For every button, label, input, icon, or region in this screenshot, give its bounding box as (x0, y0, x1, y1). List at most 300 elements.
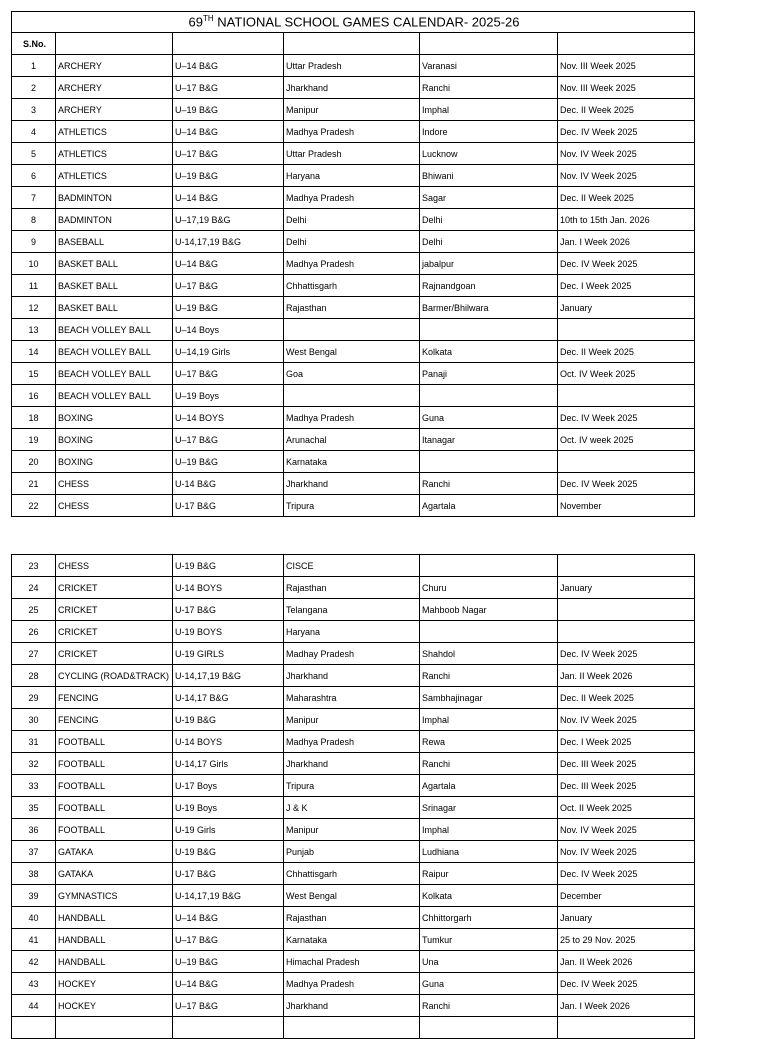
sno-cell: 39 (12, 885, 56, 907)
sno-cell: 24 (12, 577, 56, 599)
sno-cell: 19 (12, 429, 56, 451)
state-cell: Telangana (284, 599, 420, 621)
venue-cell: Ranchi (420, 995, 558, 1017)
sport-cell: GYMNASTICS (56, 885, 173, 907)
header-blank-cell (284, 33, 420, 55)
date-cell: Jan. I Week 2026 (558, 995, 695, 1017)
category-cell: U-19 B&G (173, 709, 284, 731)
sport-cell (56, 1017, 173, 1039)
date-cell: Nov. III Week 2025 (558, 55, 695, 77)
sport-cell: BADMINTON (56, 209, 173, 231)
sno-cell: 3 (12, 99, 56, 121)
sno-cell: 5 (12, 143, 56, 165)
header-sno: S.No. (12, 33, 56, 55)
date-cell: Nov. IV Week 2025 (558, 143, 695, 165)
sno-cell: 11 (12, 275, 56, 297)
state-cell: Uttar Pradesh (284, 143, 420, 165)
sno-cell: 13 (12, 319, 56, 341)
calendar-table-page-1 (11, 11, 695, 517)
sno-cell: 31 (12, 731, 56, 753)
sno-cell: 42 (12, 951, 56, 973)
state-cell: Jharkhand (284, 995, 420, 1017)
date-cell: Nov. III Week 2025 (558, 77, 695, 99)
state-cell: Jharkhand (284, 753, 420, 775)
table-row (12, 495, 695, 517)
venue-cell: Kolkata (420, 341, 558, 363)
sno-cell: 26 (12, 621, 56, 643)
date-cell (558, 385, 695, 407)
sport-cell: ATHLETICS (56, 121, 173, 143)
category-cell (173, 1017, 284, 1039)
category-cell: U-14,17 B&G (173, 687, 284, 709)
category-cell: U–14 Boys (173, 319, 284, 341)
sport-cell: ATHLETICS (56, 165, 173, 187)
venue-cell: Srinagar (420, 797, 558, 819)
sno-cell: 14 (12, 341, 56, 363)
category-cell: U-14 B&G (173, 473, 284, 495)
table-row (12, 451, 695, 473)
date-cell: January (558, 907, 695, 929)
date-cell: 25 to 29 Nov. 2025 (558, 929, 695, 951)
venue-cell: Tumkur (420, 929, 558, 951)
table-row (12, 319, 695, 341)
table-row (12, 775, 695, 797)
venue-cell: jabalpur (420, 253, 558, 275)
date-cell: Dec. IV Week 2025 (558, 473, 695, 495)
date-cell: Dec. III Week 2025 (558, 753, 695, 775)
sport-cell: HOCKEY (56, 973, 173, 995)
sno-cell: 6 (12, 165, 56, 187)
date-cell: Jan. I Week 2026 (558, 231, 695, 253)
sno-cell: 33 (12, 775, 56, 797)
sport-cell: CHESS (56, 473, 173, 495)
sno-cell: 28 (12, 665, 56, 687)
state-cell: Tripura (284, 775, 420, 797)
venue-cell: Chhittorgarh (420, 907, 558, 929)
state-cell (284, 1017, 420, 1039)
sport-cell: HANDBALL (56, 951, 173, 973)
title-superscript: TH (203, 14, 214, 24)
venue-cell: Imphal (420, 99, 558, 121)
venue-cell: Ranchi (420, 473, 558, 495)
category-cell: U–17 B&G (173, 363, 284, 385)
state-cell: Madhya Pradesh (284, 187, 420, 209)
table-row (12, 165, 695, 187)
sport-cell: FOOTBALL (56, 753, 173, 775)
venue-cell: Shahdol (420, 643, 558, 665)
category-cell: U–19 B&G (173, 165, 284, 187)
table-row (12, 275, 695, 297)
sno-cell: 41 (12, 929, 56, 951)
table-row (12, 885, 695, 907)
category-cell: U–14 B&G (173, 907, 284, 929)
date-cell: Dec. I Week 2025 (558, 731, 695, 753)
venue-cell: Delhi (420, 209, 558, 231)
date-cell: Dec. II Week 2025 (558, 187, 695, 209)
date-cell (558, 599, 695, 621)
venue-cell: Una (420, 951, 558, 973)
sno-cell: 37 (12, 841, 56, 863)
date-cell (558, 1017, 695, 1039)
sport-cell: CHESS (56, 495, 173, 517)
table-row (12, 363, 695, 385)
category-cell: U–14 B&G (173, 253, 284, 275)
state-cell: Rajasthan (284, 577, 420, 599)
date-cell: Dec. II Week 2025 (558, 99, 695, 121)
category-cell: U–17 B&G (173, 995, 284, 1017)
header-row (12, 33, 695, 55)
category-cell: U–17,19 B&G (173, 209, 284, 231)
category-cell: U-17 B&G (173, 495, 284, 517)
sno-cell: 25 (12, 599, 56, 621)
venue-cell (420, 555, 558, 577)
state-cell: Jharkhand (284, 77, 420, 99)
state-cell: Manipur (284, 709, 420, 731)
venue-cell (420, 621, 558, 643)
date-cell: Dec. IV Week 2025 (558, 863, 695, 885)
sport-cell: FOOTBALL (56, 731, 173, 753)
sport-cell: BASKET BALL (56, 297, 173, 319)
venue-cell: Bhiwani (420, 165, 558, 187)
date-cell: Jan. II Week 2026 (558, 951, 695, 973)
table-row (12, 231, 695, 253)
table-row (12, 951, 695, 973)
table-row (12, 621, 695, 643)
state-cell (284, 385, 420, 407)
title-prefix: 69 (188, 14, 203, 30)
table-row (12, 863, 695, 885)
state-cell: Uttar Pradesh (284, 55, 420, 77)
sport-cell: BEACH VOLLEY BALL (56, 319, 173, 341)
sport-cell: ARCHERY (56, 99, 173, 121)
sport-cell: HOCKEY (56, 995, 173, 1017)
category-cell: U-19 BOYS (173, 621, 284, 643)
table-row (12, 253, 695, 275)
sport-cell: CRICKET (56, 621, 173, 643)
state-cell: Tripura (284, 495, 420, 517)
sno-cell: 36 (12, 819, 56, 841)
date-cell: Oct. IV week 2025 (558, 429, 695, 451)
venue-cell: Sambhajinagar (420, 687, 558, 709)
table-row (12, 341, 695, 363)
venue-cell: Ranchi (420, 77, 558, 99)
state-cell: West Bengal (284, 341, 420, 363)
date-cell: Nov. IV Week 2025 (558, 841, 695, 863)
venue-cell: Barmer/Bhilwara (420, 297, 558, 319)
header-blank-cell (173, 33, 284, 55)
state-cell: Manipur (284, 99, 420, 121)
category-cell: U–19 Boys (173, 385, 284, 407)
sport-cell: BOXING (56, 429, 173, 451)
state-cell: Himachal Pradesh (284, 951, 420, 973)
sno-cell: 2 (12, 77, 56, 99)
date-cell (558, 621, 695, 643)
calendar-table-page-2 (11, 554, 695, 1039)
header-blank-cell (420, 33, 558, 55)
date-cell: January (558, 297, 695, 319)
venue-cell (420, 451, 558, 473)
category-cell: U–19 B&G (173, 451, 284, 473)
sport-cell: BEACH VOLLEY BALL (56, 341, 173, 363)
category-cell: U-14,17,19 B&G (173, 231, 284, 253)
venue-cell: Ranchi (420, 665, 558, 687)
sno-cell: 21 (12, 473, 56, 495)
sport-cell: BADMINTON (56, 187, 173, 209)
table-row (12, 407, 695, 429)
table-row (12, 665, 695, 687)
state-cell: Delhi (284, 209, 420, 231)
table-row (12, 297, 695, 319)
sno-cell: 40 (12, 907, 56, 929)
category-cell: U–17 B&G (173, 929, 284, 951)
venue-cell: Guna (420, 407, 558, 429)
sport-cell: CRICKET (56, 577, 173, 599)
table-row (12, 187, 695, 209)
table-row (12, 473, 695, 495)
date-cell (558, 451, 695, 473)
sport-cell: FOOTBALL (56, 819, 173, 841)
sno-cell: 18 (12, 407, 56, 429)
venue-cell: Imphal (420, 819, 558, 841)
state-cell: Jharkhand (284, 665, 420, 687)
category-cell: U-14,17 Girls (173, 753, 284, 775)
sport-cell: BOXING (56, 407, 173, 429)
sport-cell: FENCING (56, 709, 173, 731)
state-cell: Madhay Pradesh (284, 643, 420, 665)
venue-cell: Indore (420, 121, 558, 143)
venue-cell: Sagar (420, 187, 558, 209)
sno-cell (12, 1017, 56, 1039)
table-row (12, 753, 695, 775)
sno-cell: 16 (12, 385, 56, 407)
venue-cell: Rewa (420, 731, 558, 753)
category-cell: U-14,17,19 B&G (173, 665, 284, 687)
venue-cell: Kolkata (420, 885, 558, 907)
date-cell (558, 555, 695, 577)
venue-cell: Itanagar (420, 429, 558, 451)
sport-cell: BASEBALL (56, 231, 173, 253)
table-row (12, 1017, 695, 1039)
date-cell: Dec. IV Week 2025 (558, 407, 695, 429)
table-row (12, 77, 695, 99)
category-cell: U–14 B&G (173, 973, 284, 995)
venue-cell: Raipur (420, 863, 558, 885)
date-cell: Dec. II Week 2025 (558, 341, 695, 363)
state-cell: Madhya Pradesh (284, 407, 420, 429)
date-cell: Dec. III Week 2025 (558, 775, 695, 797)
venue-cell: Varanasi (420, 55, 558, 77)
table-row (12, 907, 695, 929)
state-cell: Madhya Pradesh (284, 973, 420, 995)
date-cell: Dec. I Week 2025 (558, 275, 695, 297)
state-cell: Haryana (284, 165, 420, 187)
table-row (12, 709, 695, 731)
venue-cell: Churu (420, 577, 558, 599)
category-cell: U–19 B&G (173, 297, 284, 319)
sno-cell: 23 (12, 555, 56, 577)
table-row (12, 209, 695, 231)
category-cell: U-14 BOYS (173, 731, 284, 753)
sno-cell: 10 (12, 253, 56, 275)
venue-cell: Ludhiana (420, 841, 558, 863)
date-cell: Nov. IV Week 2025 (558, 819, 695, 841)
state-cell: Arunachal (284, 429, 420, 451)
date-cell (558, 319, 695, 341)
venue-cell: Rajnandgoan (420, 275, 558, 297)
table-row (12, 643, 695, 665)
sport-cell: HANDBALL (56, 907, 173, 929)
table-row (12, 731, 695, 753)
venue-cell: Imphal (420, 709, 558, 731)
sport-cell: CRICKET (56, 599, 173, 621)
category-cell: U-19 B&G (173, 841, 284, 863)
state-cell: Chhattisgarh (284, 863, 420, 885)
header-blank-cell (56, 33, 173, 55)
table-row (12, 995, 695, 1017)
state-cell: Manipur (284, 819, 420, 841)
sno-cell: 38 (12, 863, 56, 885)
sno-cell: 29 (12, 687, 56, 709)
venue-cell: Ranchi (420, 753, 558, 775)
sno-cell: 27 (12, 643, 56, 665)
category-cell: U-19 B&G (173, 555, 284, 577)
state-cell: Rajasthan (284, 297, 420, 319)
category-cell: U-14 BOYS (173, 577, 284, 599)
category-cell: U–19 B&G (173, 951, 284, 973)
venue-cell (420, 385, 558, 407)
sport-cell: FOOTBALL (56, 775, 173, 797)
category-cell: U–14 BOYS (173, 407, 284, 429)
category-cell: U–17 B&G (173, 143, 284, 165)
category-cell: U–17 B&G (173, 275, 284, 297)
table-row (12, 121, 695, 143)
sno-cell: 20 (12, 451, 56, 473)
category-cell: U–14 B&G (173, 187, 284, 209)
sno-cell: 35 (12, 797, 56, 819)
state-cell: Delhi (284, 231, 420, 253)
sno-cell: 22 (12, 495, 56, 517)
category-cell: U–17 B&G (173, 77, 284, 99)
date-cell: 10th to 15th Jan. 2026 (558, 209, 695, 231)
state-cell: Madhya Pradesh (284, 731, 420, 753)
title-row (12, 12, 695, 33)
sport-cell: BASKET BALL (56, 275, 173, 297)
page-title (12, 12, 695, 33)
category-cell: U-17 Boys (173, 775, 284, 797)
sno-cell: 30 (12, 709, 56, 731)
sno-cell: 8 (12, 209, 56, 231)
date-cell: Dec. IV Week 2025 (558, 643, 695, 665)
sport-cell: BEACH VOLLEY BALL (56, 385, 173, 407)
venue-cell: Mahboob Nagar (420, 599, 558, 621)
date-cell: Dec. IV Week 2025 (558, 121, 695, 143)
state-cell: Karnataka (284, 929, 420, 951)
venue-cell: Agartala (420, 775, 558, 797)
table-row (12, 797, 695, 819)
table-row (12, 429, 695, 451)
sport-cell: GATAKA (56, 863, 173, 885)
sport-cell: BOXING (56, 451, 173, 473)
date-cell: Nov. IV Week 2025 (558, 165, 695, 187)
state-cell: Jharkhand (284, 473, 420, 495)
state-cell: Haryana (284, 621, 420, 643)
sport-cell: GATAKA (56, 841, 173, 863)
category-cell: U–19 B&G (173, 99, 284, 121)
table-row (12, 99, 695, 121)
venue-cell (420, 1017, 558, 1039)
venue-cell: Agartala (420, 495, 558, 517)
category-cell: U-19 Boys (173, 797, 284, 819)
table-row (12, 385, 695, 407)
category-cell: U-19 GIRLS (173, 643, 284, 665)
state-cell (284, 319, 420, 341)
venue-cell: Guna (420, 973, 558, 995)
venue-cell (420, 319, 558, 341)
category-cell: U–17 B&G (173, 429, 284, 451)
state-cell: CISCE (284, 555, 420, 577)
sport-cell: BEACH VOLLEY BALL (56, 363, 173, 385)
date-cell: Nov. IV Week 2025 (558, 709, 695, 731)
sno-cell: 7 (12, 187, 56, 209)
table-row (12, 929, 695, 951)
sport-cell: FENCING (56, 687, 173, 709)
venue-cell: Lucknow (420, 143, 558, 165)
sno-cell: 15 (12, 363, 56, 385)
sno-cell: 12 (12, 297, 56, 319)
sport-cell: ARCHERY (56, 55, 173, 77)
sport-cell: HANDBALL (56, 929, 173, 951)
category-cell: U–14,19 Girls (173, 341, 284, 363)
date-cell: December (558, 885, 695, 907)
state-cell: J & K (284, 797, 420, 819)
sport-cell: CRICKET (56, 643, 173, 665)
state-cell: Punjab (284, 841, 420, 863)
sno-cell: 32 (12, 753, 56, 775)
table-row (12, 819, 695, 841)
table-row (12, 687, 695, 709)
category-cell: U–14 B&G (173, 55, 284, 77)
state-cell: Goa (284, 363, 420, 385)
table-row (12, 143, 695, 165)
date-cell: Dec. II Week 2025 (558, 687, 695, 709)
sno-cell: 1 (12, 55, 56, 77)
sno-cell: 44 (12, 995, 56, 1017)
state-cell: Madhya Pradesh (284, 253, 420, 275)
title-text: NATIONAL SCHOOL GAMES CALENDAR- 2025-26 (213, 14, 520, 30)
sno-cell: 4 (12, 121, 56, 143)
date-cell: Oct. II Week 2025 (558, 797, 695, 819)
sport-cell: ARCHERY (56, 77, 173, 99)
sport-cell: BASKET BALL (56, 253, 173, 275)
table-row (12, 55, 695, 77)
table-row (12, 599, 695, 621)
date-cell: January (558, 577, 695, 599)
sport-cell: FOOTBALL (56, 797, 173, 819)
table-row (12, 841, 695, 863)
date-cell: Oct. IV Week 2025 (558, 363, 695, 385)
table-row (12, 577, 695, 599)
table-row (12, 555, 695, 577)
table-row (12, 973, 695, 995)
sno-cell: 9 (12, 231, 56, 253)
sport-cell: CHESS (56, 555, 173, 577)
date-cell: Dec. IV Week 2025 (558, 253, 695, 275)
category-cell: U-19 Girls (173, 819, 284, 841)
sno-cell: 43 (12, 973, 56, 995)
header-blank-cell (558, 33, 695, 55)
venue-cell: Delhi (420, 231, 558, 253)
venue-cell: Panaji (420, 363, 558, 385)
